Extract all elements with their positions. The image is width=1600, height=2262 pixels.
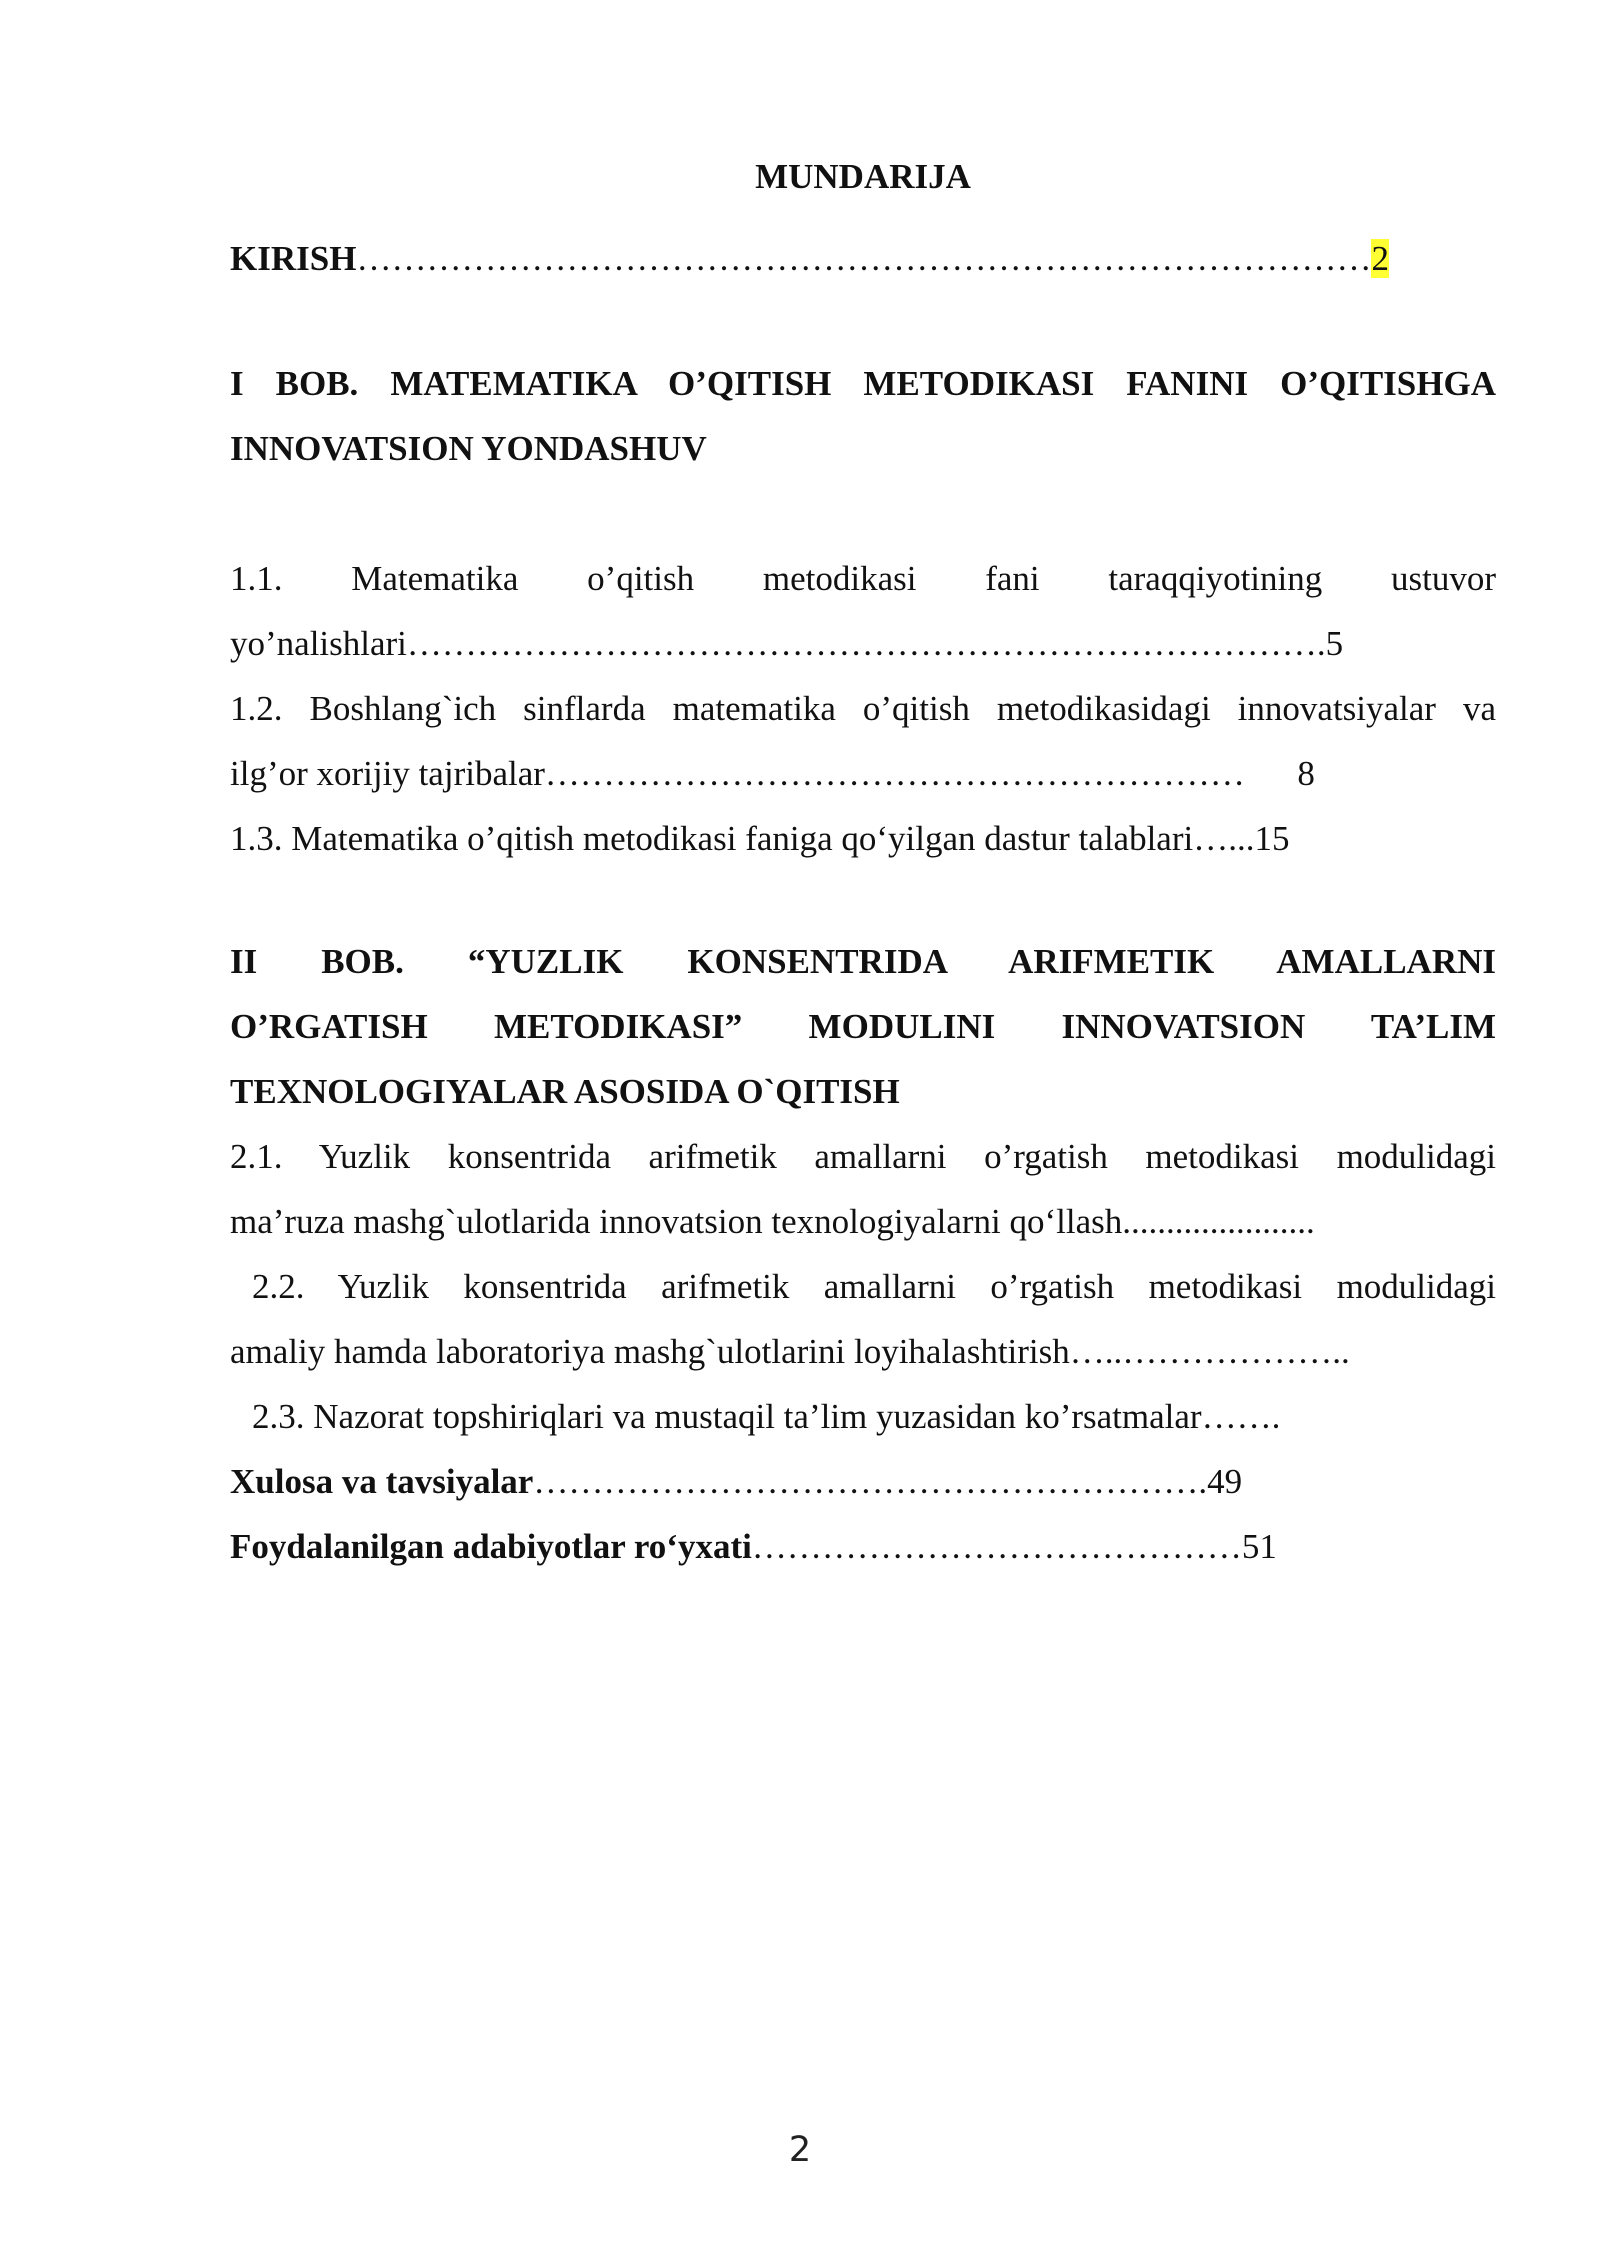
chapter-1-line-2: INNOVATSION YONDASHUV (230, 429, 707, 468)
conclusion-label: Xulosa va tavsiyalar (230, 1462, 534, 1501)
chapter-1-heading (230, 351, 1496, 481)
kirish-label: KIRISH (230, 239, 357, 278)
chapter-2-heading (230, 929, 1496, 1124)
toc-entry-references (230, 1514, 1496, 1579)
page-number: 2 (788, 2130, 812, 2170)
item-1-2-line-1: 1.2. Boshlang`ich sinflarda matematika o’qitish metodikasidagi innovatsiyalar va (230, 689, 1496, 728)
item-1-1-line-2: yo’nalishlari…………………………………………………………………….5 (230, 624, 1344, 663)
item-2-2-line-2: amaliy hamda laboratoriya mashg`ulotlarini loyihalashtirish…..……………….. (230, 1332, 1350, 1371)
chapter-2-line-1: II BOB. “YUZLIK KONSENTRIDA ARIFMETIK AMALLARNI (230, 942, 1496, 981)
toc-item-1-1 (230, 546, 1496, 676)
chapter-2-items (230, 1124, 1496, 1449)
toc-entry-kirish (230, 226, 1496, 291)
kirish-page-number: 2 (1371, 239, 1389, 278)
item-1-2-line-2: ilg’or xorijiy tajribalar…………………………………………………… 8 (230, 754, 1315, 793)
conclusion-dots-page: ………………………………………………….49 (533, 1462, 1243, 1501)
item-1-1-line-1: 1.1. Matematika o’qitish metodikasi fani taraqqiyotining ustuvor (230, 559, 1496, 598)
toc-entry-conclusion (230, 1449, 1496, 1514)
table-of-contents (230, 150, 1496, 1579)
toc-item-2-3 (230, 1384, 1496, 1449)
item-2-2-line-1: 2.2. Yuzlik konsentrida arifmetik amallarni o’rgatish metodikasi modulidagi (252, 1267, 1496, 1306)
kirish-dots: …………………………………………………………………………… (356, 239, 1372, 278)
toc-item-1-2 (230, 676, 1496, 806)
chapter-2-line-3: TEXNOLOGIYALAR ASOSIDA O`QITISH (230, 1072, 900, 1111)
toc-item-2-1 (230, 1124, 1496, 1254)
item-2-1-line-1: 2.1. Yuzlik konsentrida arifmetik amallarni o’rgatish metodikasi modulidagi (230, 1137, 1496, 1176)
toc-title: MUNDARIJA (755, 157, 971, 196)
item-2-1-line-2: ma’ruza mashg`ulotlarida innovatsion texnologiyalarni qo‘llash...................... (230, 1202, 1315, 1241)
item-1-3-line-1: 1.3. Matematika o’qitish metodikasi faniga qo‘yilgan dastur talablari…...15 (230, 819, 1290, 858)
chapter-1-items (230, 546, 1496, 871)
item-2-3-line-1: 2.3. Nazorat topshiriqlari va mustaqil ta’lim yuzasidan ko’rsatmalar……. (252, 1397, 1281, 1436)
toc-item-2-2 (230, 1254, 1496, 1384)
toc-item-1-3 (230, 806, 1496, 871)
references-dots-page: ……………………………………51 (751, 1527, 1277, 1566)
chapter-1-line-1: I BOB. MATEMATIKA O’QITISH METODIKASI FANINI O’QITISHGA (230, 364, 1496, 403)
references-label: Foydalanilgan adabiyotlar ro‘yxati (230, 1527, 752, 1566)
chapter-2-line-2: O’RGATISH METODIKASI” MODULINI INNOVATSION TA’LIM (230, 1007, 1496, 1046)
